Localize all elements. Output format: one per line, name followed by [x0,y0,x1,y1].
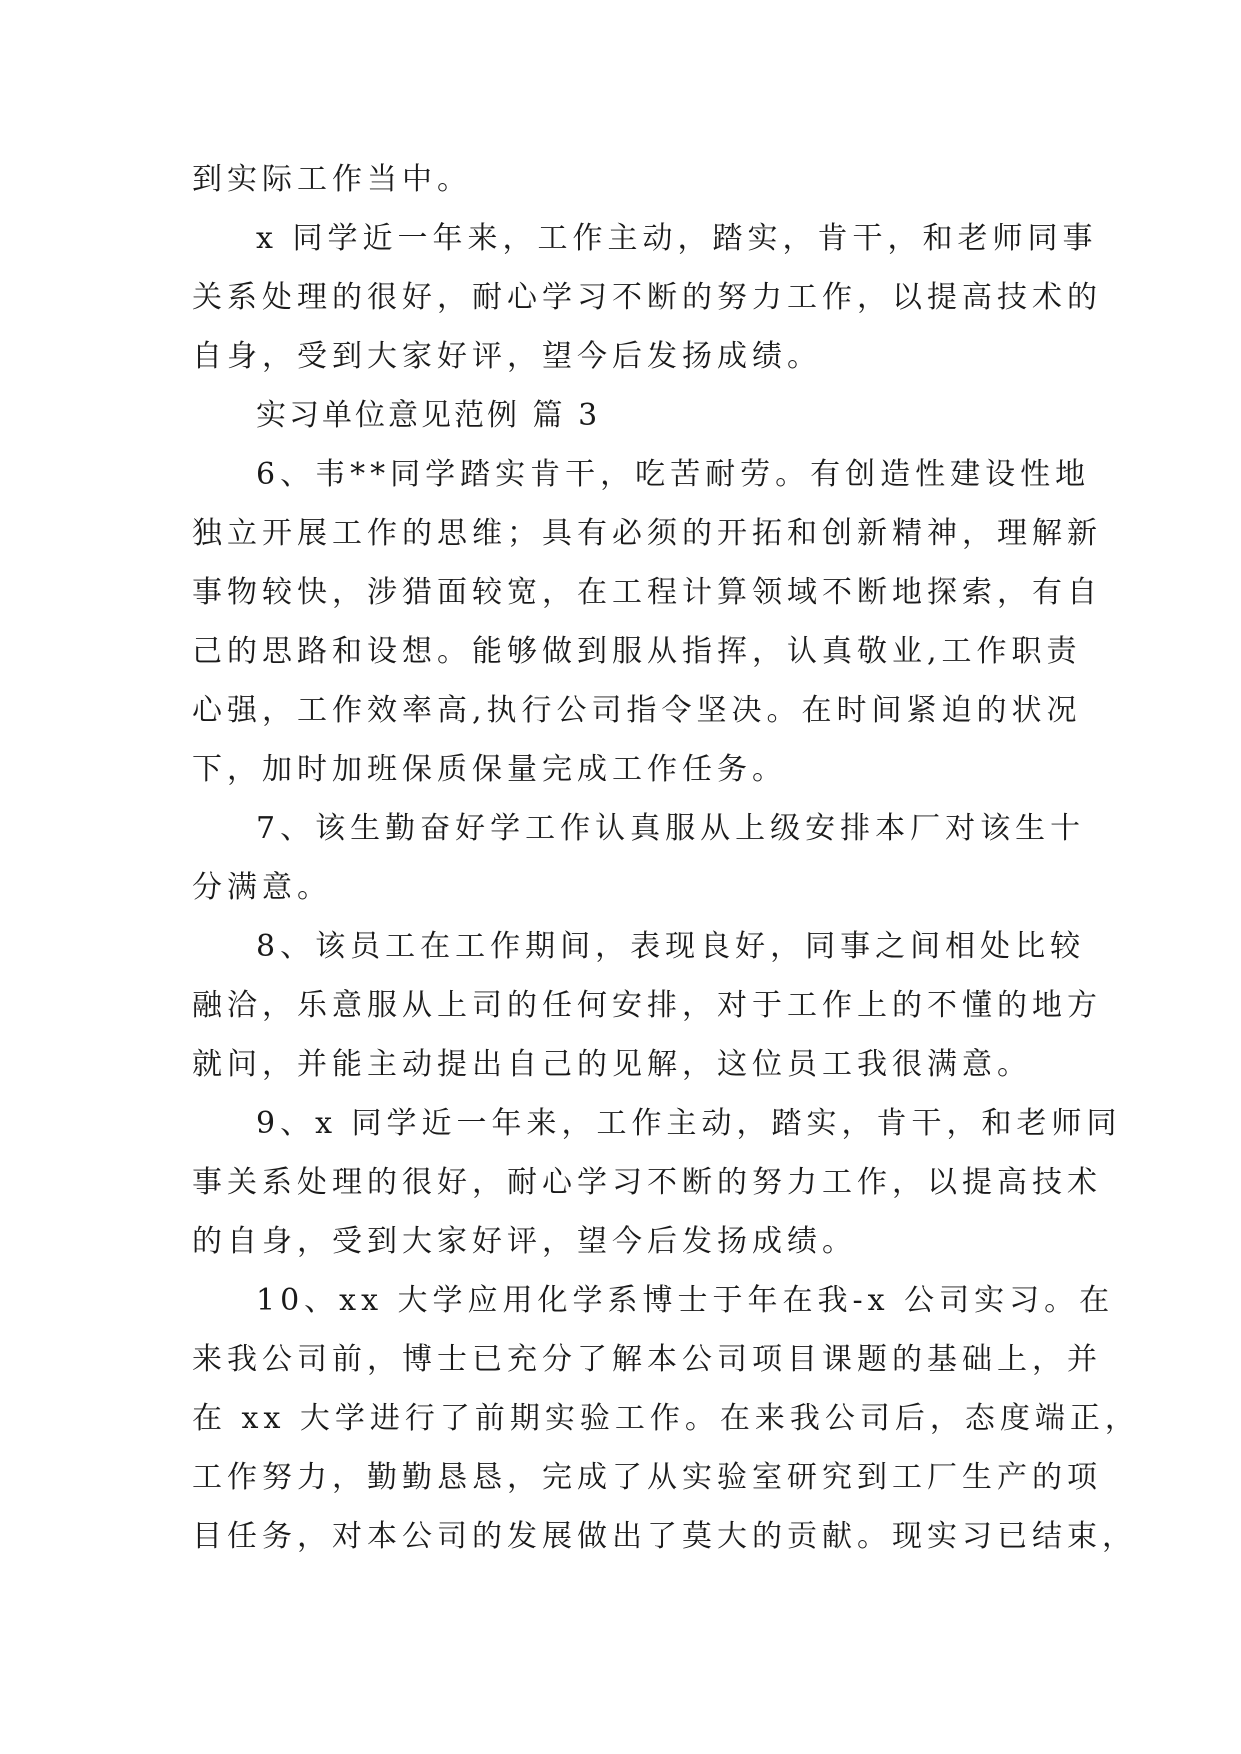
text-line: 工作努力，勤勤恳恳，完成了从实验室研究到工厂生产的项 [192,1460,1102,1495]
paragraph-start-line: 9、x 同学近一年来，工作主动，踏实，肯干，和老师同 [256,1106,1122,1141]
text-line: 关系处理的很好，耐心学习不断的努力工作，以提高技术的 [192,280,1102,315]
text-line: 分满意。 [192,870,332,905]
text-line: 事物较快，涉猎面较宽，在工程计算领域不断地探索，有自 [192,575,1102,610]
text-line: 来我公司前，博士已充分了解本公司项目课题的基础上，并 [192,1342,1102,1377]
text-line: 独立开展工作的思维；具有必须的开拓和创新精神，理解新 [192,516,1102,551]
document-page [192,150,1140,1566]
text-line: 融洽，乐意服从上司的任何安排，对于工作上的不懂的地方 [192,988,1102,1023]
text-line: 心强，工作效率高,执行公司指令坚决。在时间紧迫的状况 [192,693,1082,728]
paragraph-start-line: 10、xx 大学应用化学系博士于年在我-x 公司实习。在 [256,1283,1115,1318]
text-line: 己的思路和设想。能够做到服从指挥，认真敬业,工作职责 [192,634,1082,669]
text-line: 事关系处理的很好，耐心学习不断的努力工作，以提高技术 [192,1165,1102,1200]
text-line: 目任务，对本公司的发展做出了莫大的贡献。现实习已结束， [192,1519,1137,1554]
text-line: 自身，受到大家好评，望今后发扬成绩。 [192,339,822,374]
paragraph-start-line: 7、该生勤奋好学工作认真服从上级安排本厂对该生十 [256,811,1086,846]
paragraph-start-line: 6、韦**同学踏实肯干，吃苦耐劳。有创造性建设性地 [256,457,1091,492]
text-line: 的自身，受到大家好评，望今后发扬成绩。 [192,1224,857,1259]
paragraph-start-line: 8、该员工在工作期间，表现良好，同事之间相处比较 [256,929,1086,964]
text-line: 到实际工作当中。 [192,162,472,197]
text-line: 就问，并能主动提出自己的见解，这位员工我很满意。 [192,1047,1032,1082]
section-heading: 实习单位意见范例 篇 3 [256,398,601,433]
text-line: 在 xx 大学进行了前期实验工作。在来我公司后，态度端正， [192,1401,1140,1436]
text-line: 下，加时加班保质保量完成工作任务。 [192,752,787,787]
paragraph-start-line: x 同学近一年来，工作主动，踏实，肯干，和老师同事 [256,221,1098,256]
